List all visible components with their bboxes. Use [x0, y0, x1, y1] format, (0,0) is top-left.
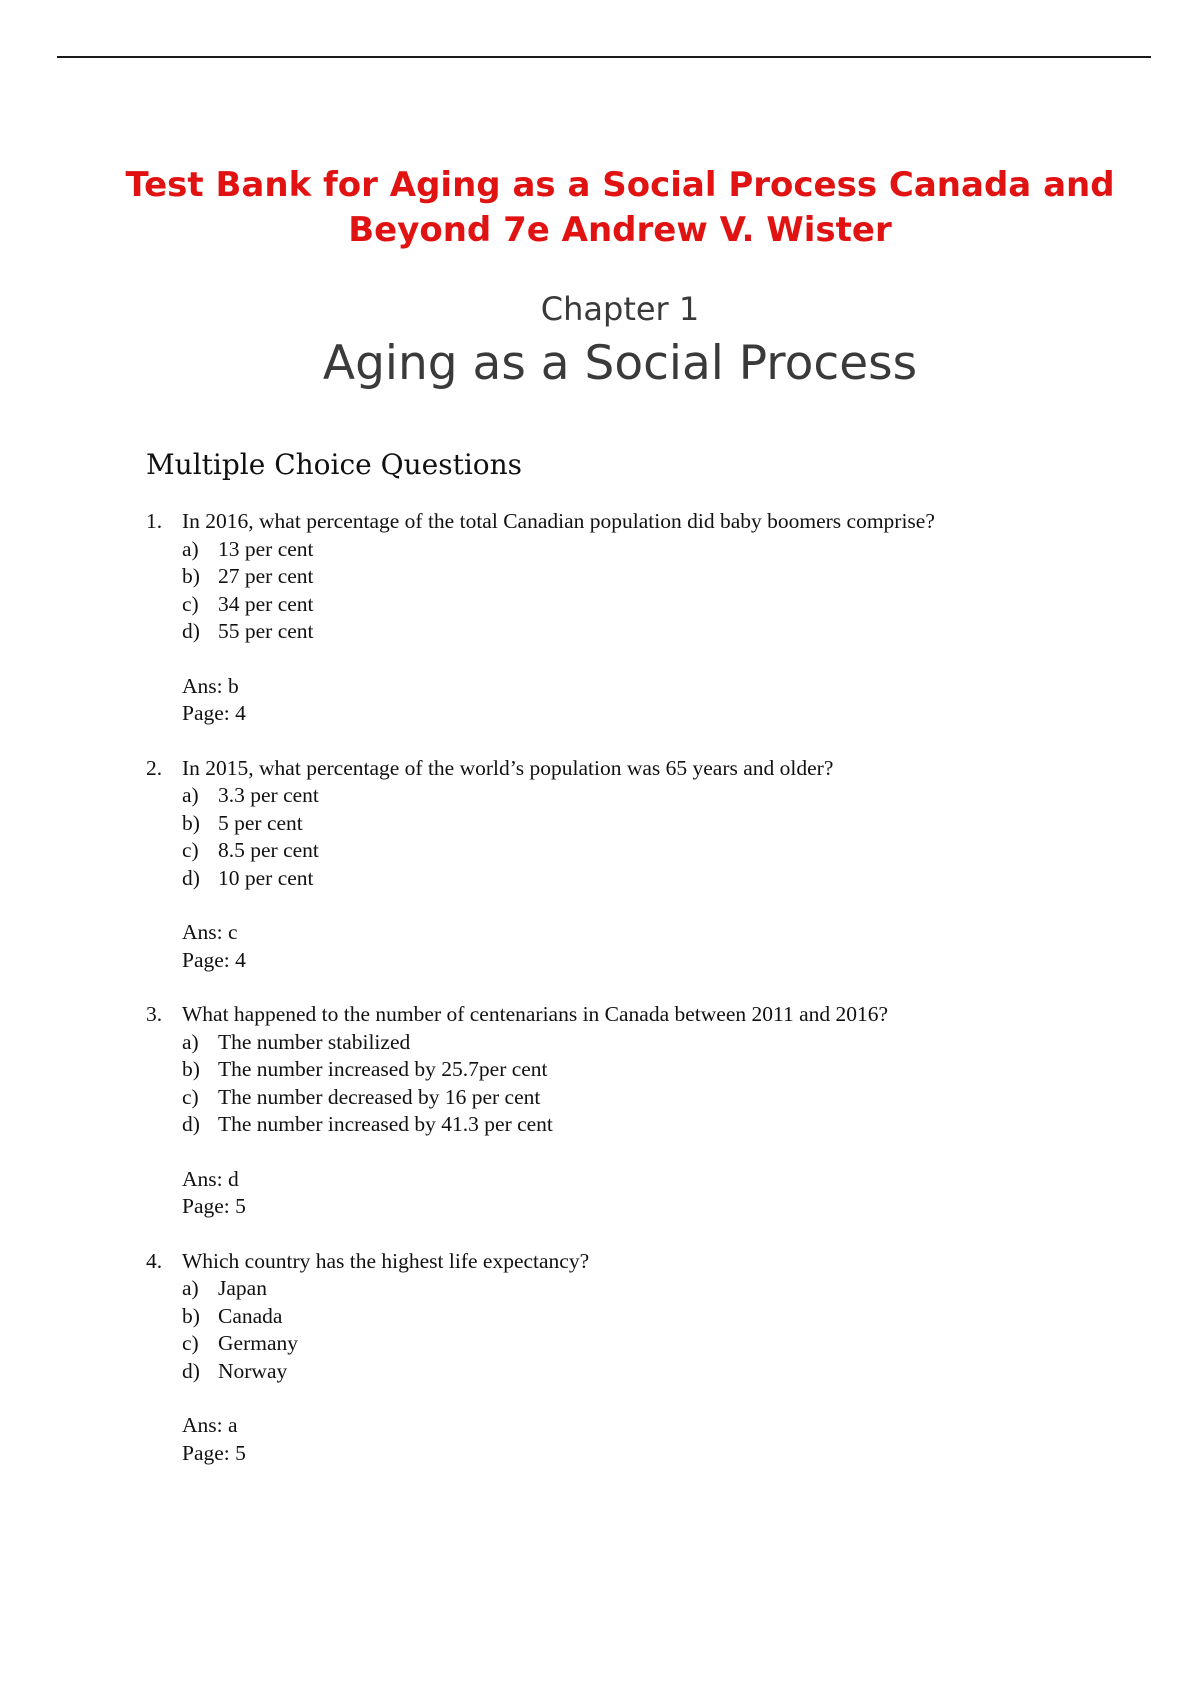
question-stem: [146, 508, 1146, 536]
question-1: [146, 508, 1146, 728]
spacer: [146, 1139, 1146, 1166]
document-title-line-1: Test Bank for Aging as a Social Process Canada and: [125, 165, 1115, 205]
option-letter: d): [182, 1358, 200, 1383]
answer-key: Ans: b: [182, 673, 239, 698]
option-letter: c): [182, 1084, 199, 1109]
option-text: 3.3 per cent: [218, 783, 319, 807]
question-number: 4.: [146, 1248, 163, 1273]
option-text: Canada: [218, 1303, 283, 1328]
document-title-line-2: Beyond 7e Andrew V. Wister: [348, 210, 892, 250]
option-letter: c): [182, 591, 199, 616]
spacer: [146, 1385, 1146, 1412]
option-text: 27 per cent: [218, 564, 314, 588]
option-letter: b): [182, 564, 200, 588]
page-reference: Page: 4: [182, 947, 246, 972]
option-letter: a): [182, 536, 199, 561]
spacer: [146, 646, 1146, 673]
option-text: The number decreased by 16 per cent: [218, 1084, 541, 1109]
question-number: 1.: [146, 509, 163, 533]
option-text: Germany: [218, 1331, 298, 1355]
option-b: [146, 1303, 1146, 1331]
option-text: 55 per cent: [218, 619, 314, 643]
option-c: [146, 591, 1146, 619]
option-text: 10 per cent: [218, 865, 314, 890]
option-letter: b): [182, 1057, 200, 1081]
question-2: [146, 755, 1146, 975]
option-letter: d): [182, 1112, 200, 1136]
question-stem: [146, 1001, 1146, 1029]
question-number: 3.: [146, 1002, 163, 1026]
option-text: 13 per cent: [218, 536, 314, 561]
page-reference: Page: 5: [182, 1440, 246, 1465]
option-text: Japan: [218, 1276, 267, 1300]
question-stem: [146, 1248, 1146, 1276]
option-letter: a): [182, 783, 199, 807]
option-b: [146, 563, 1146, 591]
question-text: Which country has the highest life expectancy?: [182, 1248, 590, 1273]
option-text: Norway: [218, 1358, 288, 1383]
section-heading: Multiple Choice Questions: [146, 448, 523, 481]
option-a: [146, 1029, 1146, 1057]
option-c: [146, 1330, 1146, 1358]
option-text: The number increased by 25.7per cent: [218, 1057, 548, 1081]
chapter-title: Aging as a Social Process: [322, 336, 918, 391]
option-d: [146, 1358, 1146, 1386]
chapter-label: Chapter 1: [540, 290, 700, 328]
question-4: [146, 1248, 1146, 1468]
option-b: [146, 810, 1146, 838]
option-d: [146, 1111, 1146, 1139]
question-stem: [146, 755, 1146, 783]
spacer: [146, 892, 1146, 919]
option-text: 5 per cent: [218, 810, 303, 835]
question-3: [146, 1001, 1146, 1221]
option-letter: c): [182, 838, 199, 862]
option-text: 34 per cent: [218, 591, 314, 616]
option-c: [146, 837, 1146, 865]
option-letter: c): [182, 1331, 199, 1355]
option-a: [146, 1275, 1146, 1303]
page-reference: Page: 4: [182, 701, 246, 725]
option-letter: a): [182, 1029, 199, 1054]
option-text: The number increased by 41.3 per cent: [218, 1112, 553, 1136]
option-b: [146, 1056, 1146, 1084]
document-title: [0, 163, 1200, 253]
question-text: In 2016, what percentage of the total Canadian population did baby boomers comprise?: [182, 509, 935, 533]
option-d: [146, 618, 1146, 646]
option-c: [146, 1084, 1146, 1112]
option-a: [146, 782, 1146, 810]
answer-key: Ans: a: [182, 1413, 238, 1437]
question-list: [146, 508, 1146, 1494]
option-text: The number stabilized: [218, 1029, 411, 1054]
option-a: [146, 536, 1146, 564]
answer-key: Ans: c: [182, 920, 238, 944]
option-letter: d): [182, 619, 200, 643]
question-number: 2.: [146, 755, 163, 780]
option-d: [146, 865, 1146, 893]
option-letter: b): [182, 1303, 200, 1328]
header-rule: [57, 56, 1151, 58]
option-text: 8.5 per cent: [218, 838, 319, 862]
option-letter: d): [182, 865, 200, 890]
page-reference: Page: 5: [182, 1194, 246, 1218]
answer-key: Ans: d: [182, 1166, 239, 1191]
question-text: In 2015, what percentage of the world’s population was 65 years and older?: [182, 755, 834, 780]
question-text: What happened to the number of centenarians in Canada between 2011 and 2016?: [182, 1002, 889, 1026]
option-letter: b): [182, 810, 200, 835]
option-letter: a): [182, 1276, 199, 1300]
